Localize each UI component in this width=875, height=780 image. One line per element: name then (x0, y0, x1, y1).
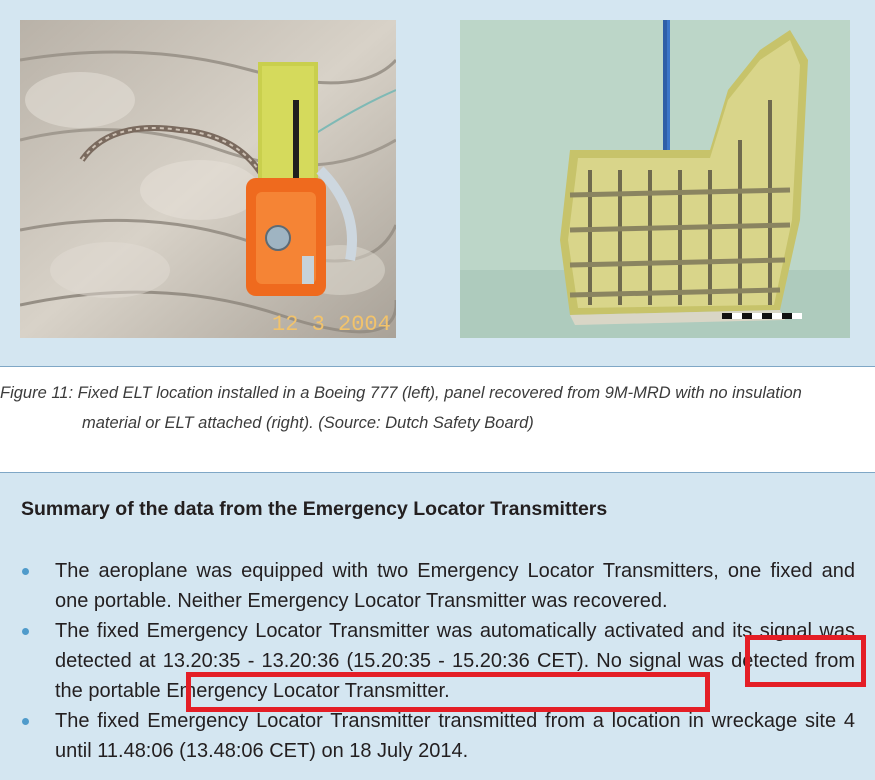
elt-installation-photo (20, 20, 396, 338)
figure-panel (0, 0, 875, 367)
bullet-icon (22, 568, 29, 575)
caption-line-2: material or ELT attached (right). (Source: Dutch Safety Board) (82, 414, 534, 432)
highlight-box-no-signal (745, 635, 866, 687)
summary-box (0, 472, 875, 780)
recovered-panel-photo (460, 20, 850, 338)
list-item-text: The fixed Emergency Locator Transmitter was automatically activated and its signal was detected at 13.20:35 - 13.20:36 (15.20:35 - 15.20:36 CET). No signal was detected from the portable Emergency Locator Transmitter. (55, 620, 855, 702)
divider (0, 366, 875, 367)
highlight-box-portable-elt (186, 672, 710, 712)
summary-title: Summary of the data from the Emergency Locator Transmitters (21, 498, 608, 520)
bullet-icon (22, 718, 29, 725)
list-item (0, 706, 855, 766)
caption-line-1: Figure 11: Fixed ELT location installed in a Boeing 777 (left), panel recovered from 9M-MRD with no insulation (0, 384, 802, 402)
list-item (0, 556, 855, 616)
figure-caption (0, 378, 875, 438)
photo-date-stamp: 12 3 2004 (272, 312, 391, 337)
list-item-text: The aeroplane was equipped with two Emergency Locator Transmitters, one fixed and one portable. Neither Emergency Locator Transmitter was recovered. (55, 560, 855, 612)
summary-list (0, 556, 875, 766)
bullet-icon (22, 628, 29, 635)
list-item-text: The fixed Emergency Locator Transmitter transmitted from a location in wreckage site 4 until 11.48:06 (13.48:06 CET) on 18 July 2014. (55, 710, 855, 762)
